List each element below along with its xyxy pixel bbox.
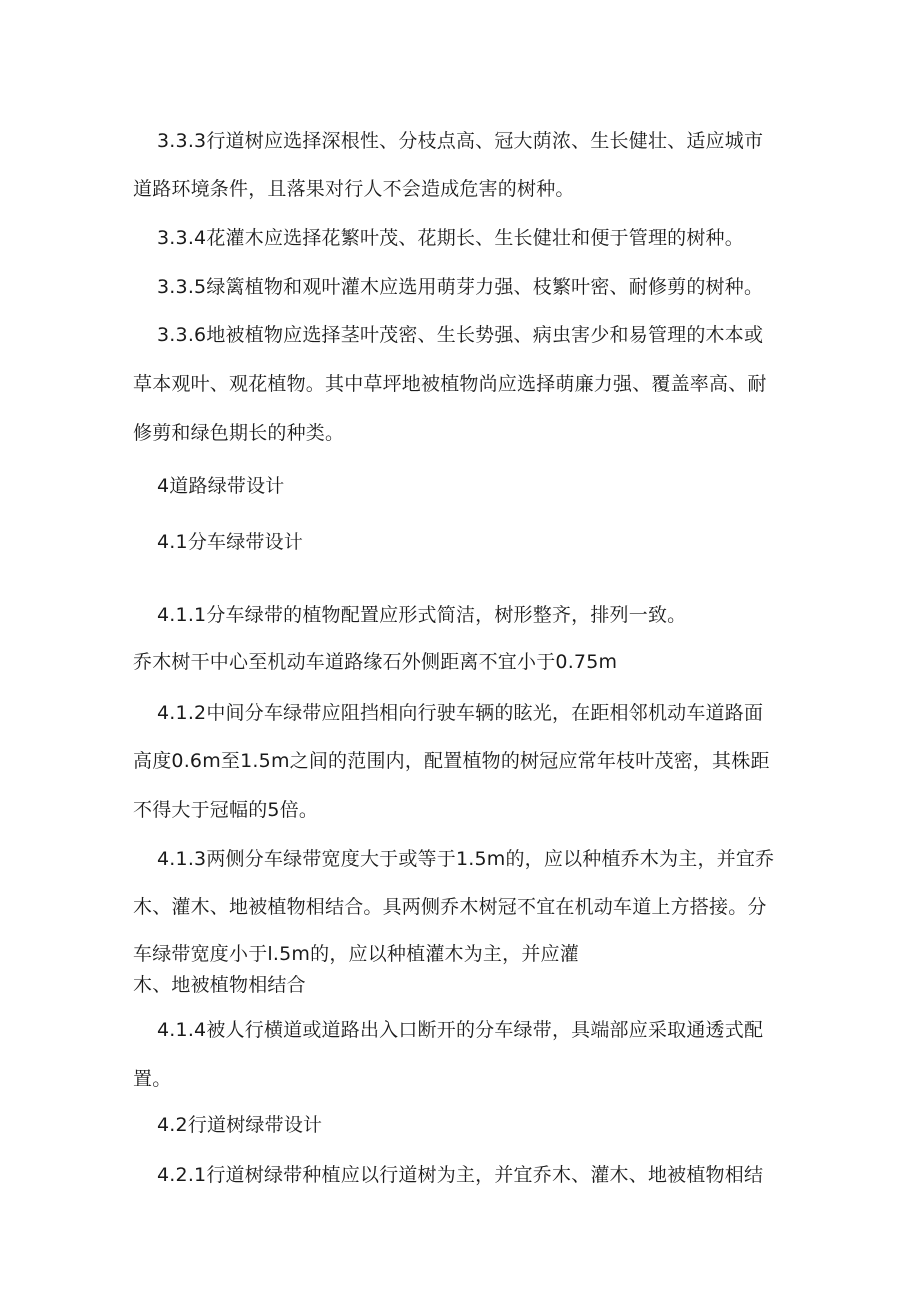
clause-4-1-1-line-1: 4.1.1分车绿带的植物配置应形式简洁，树形整齐，排列一致。: [157, 604, 687, 626]
clause-4-1-4-line-1: 4.1.4被人行横道或道路出入口断开的分车绿带，具端部应采取通透式配: [157, 1019, 764, 1041]
clause-4-1-3-line-1: 4.1.3两侧分车绿带宽度大于或等于1.5m的，应以种植乔木为主，并宜乔: [157, 848, 775, 870]
clause-4-1-2-line-3: 不得大于冠幅的5倍。: [133, 799, 319, 821]
heading-4-2: 4.2行道树绿带设计: [157, 1114, 323, 1136]
clause-4-1-3-line-4: 木、地被植物相结合: [133, 974, 306, 996]
clause-4-1-3-line-3: 车绿带宽度小于l.5m的，应以种植灌木为主，并应灌: [133, 943, 579, 965]
heading-4: 4道路绿带设计: [157, 475, 285, 497]
clause-4-2-1-line-1: 4.2.1行道树绿带种植应以行道树为主，并宜乔木、灌木、地被植物相结: [157, 1164, 764, 1186]
clause-3-3-6-line-2: 草本观叶、观花植物。其中草坪地被植物尚应选择萌廉力强、覆盖率高、耐: [133, 373, 767, 395]
clause-4-1-2-line-2: 高度0.6m至1.5m之间的范围内，配置植物的树冠应常年枝叶茂密，其株距: [133, 750, 770, 772]
clause-4-1-3-line-2: 木、灌木、地被植物相结合。具两侧乔木树冠不宜在机动车道上方搭接。分: [133, 896, 767, 918]
clause-3-3-6-line-1: 3.3.6地被植物应选择茎叶茂密、生长势强、病虫害少和易管理的木本或: [157, 324, 764, 346]
clause-3-3-3-line-1: 3.3.3行道树应选择深根性、分枝点高、冠大荫浓、生长健壮、适应城市: [157, 130, 764, 152]
clause-4-1-2-line-1: 4.1.2中间分车绿带应阻挡相向行驶车辆的眩光，在距相邻机动车道路面: [157, 702, 764, 724]
clause-3-3-4: 3.3.4花灌木应选择花繁叶茂、花期长、生长健壮和便于管理的树种。: [157, 227, 744, 249]
clause-3-3-6-line-3: 修剪和绿色期长的种类。: [133, 422, 345, 444]
clause-3-3-5: 3.3.5绿篱植物和观叶灌木应选用萌芽力强、枝繁叶密、耐修剪的树种。: [157, 276, 764, 298]
clause-4-1-4-line-2: 置。: [133, 1068, 172, 1090]
heading-4-1: 4.1分车绿带设计: [157, 531, 304, 553]
clause-4-1-1-line-2: 乔木树干中心至机动车道路缘石外侧距离不宜小于0.75m: [133, 651, 618, 673]
clause-3-3-3-line-2: 道路环境条件，且落果对行人不会造成危害的树种。: [133, 178, 575, 200]
